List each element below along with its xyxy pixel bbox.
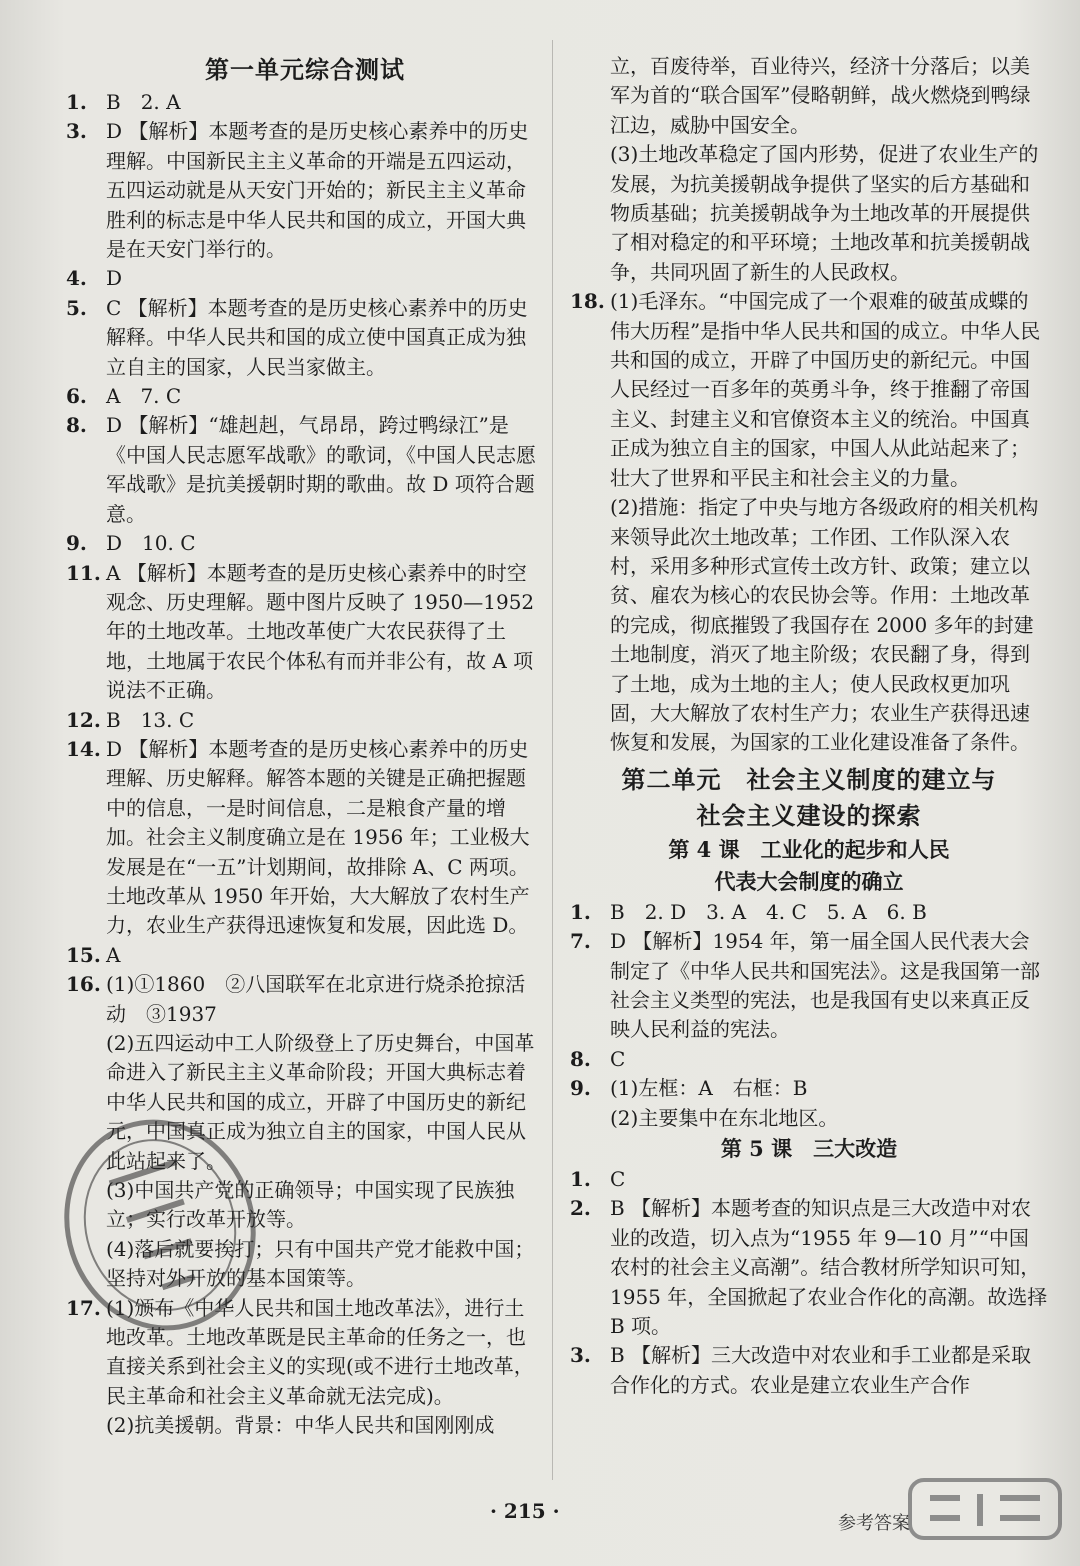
answer-text: (1)①1860 ②八国联军在北京进行烧杀抢掠活动 ③1937	[106, 972, 526, 1026]
lesson4-heading-line1: 第 4 课 工业化的起步和人民	[668, 836, 950, 862]
answer-text: C 【解析】本题考查的是历史核心素养中的历史解释。中华人民共和国的成立使中国真正成为独立自主的国家，人民当家做主。	[106, 295, 528, 379]
footer-label: 参考答案	[838, 1513, 910, 1534]
answer-item	[570, 1194, 1048, 1341]
answer-item	[66, 294, 544, 382]
q17-answer	[66, 1294, 544, 1412]
question-number: 3.	[570, 1343, 591, 1368]
continued-text: 立，百废待举，百业待兴，经济十分落后；以美军为首的“联合国军”侵略朝鲜，战火燃烧到鸭绿江边，威胁中国安全。	[610, 54, 1031, 137]
answer-text: B 13. C	[106, 707, 195, 732]
answer-item	[66, 382, 544, 411]
q18-sub-answer: (2)措施：指定了中央与地方各级政府的相关机构来领导此次土地改革；工作团、工作队深入农村，采用多种形式宣传土改方针、政策；建立以贫、雇农为核心的农民协会等。作用：土地改革的完成，彻底摧毁了我国存在 2000 多年的封建土地制度，消灭了地主阶级；农民翻了身，得到了土地，成为土地的主人；使人民政权更加巩固，大大解放了农村生产力；农业生产获得迅速恢复和发展，为国家的工业化建设准备了条件。	[610, 495, 1039, 755]
answer-item	[66, 117, 544, 264]
question-number: 12.	[66, 707, 101, 732]
question-number: 15.	[66, 942, 101, 967]
question-number: 4.	[66, 266, 87, 291]
answer-text: (1)毛泽东。“中国完成了一个艰难的破茧成蝶的伟大历程”是指中华人民共和国的成立。中华人民共和国的成立，开辟了中国历史的新纪元。中国人民经过一百多年的英勇斗争，终于推翻了帝国主义、封建主义和官僚资本主义的统治。中国真正成为独立自主的国家，中国人从此站起来了；壮大了世界和平民主和社会主义的力量。	[610, 289, 1041, 490]
answer-text: D 【解析】本题考查的是历史核心素养中的历史理解。中国新民主主义革命的开端是五四运动，五四运动就是从天安门开始的；新民主主义革命胜利的标志是中华人民共和国的成立，开国大典是在天安门举行的。	[106, 119, 529, 262]
answer-item	[570, 898, 1048, 927]
answer-item	[66, 264, 544, 293]
answer-item	[66, 706, 544, 735]
lesson4-answer-list	[570, 898, 1048, 1104]
answer-text: A	[106, 942, 121, 967]
answer-text: C	[610, 1167, 626, 1191]
watermark-logo-icon	[900, 1470, 1070, 1560]
unit2-heading-line1: 第二单元 社会主义制度的建立与	[621, 764, 997, 794]
question-number: 1.	[570, 899, 591, 924]
answer-item	[570, 1341, 1048, 1400]
answer-item	[570, 927, 1048, 1045]
answer-text: B 2. A	[106, 90, 181, 114]
q17-continued	[570, 52, 1048, 287]
lesson4-heading-line2: 代表大会制度的确立	[714, 868, 904, 894]
lesson5-answer-list	[570, 1165, 1048, 1400]
answer-text: D 10. C	[106, 531, 196, 556]
answer-item	[66, 941, 544, 970]
answer-text: B 【解析】本题考查的知识点是三大改造中对农业的改造，切入点为“1955 年 9—10 月”“中国农村的社会主义高潮”。结合教材所学知识可知，1955 年，全国掀起了农业合作化的高潮。故选择 B 项。	[610, 1196, 1048, 1339]
unit2-heading-line2: 社会主义建设的探索	[696, 800, 922, 830]
answer-text: B 【解析】三大改造中对农业和手工业都是采取合作化的方式。农业是建立农业生产合作	[610, 1343, 1032, 1397]
answer-text: D 【解析】“雄赳赳，气昂昂，跨过鸭绿江”是《中国人民志愿军战歌》的歌词，《中国人民志愿军战歌》是抗美援朝时期的歌曲。故 D 项符合题意。	[106, 413, 536, 526]
question-number: 2.	[570, 1196, 591, 1221]
question-number: 3.	[66, 119, 87, 144]
l4-q9-sub-answer: (2)主要集中在东北地区。	[610, 1105, 839, 1130]
question-number: 16.	[66, 972, 101, 997]
question-number: 9.	[570, 1076, 591, 1101]
sub-answer: (2)五四运动中工人阶级登上了历史舞台，中国革命进入了新民主主义革命阶段；开国大典标志着中华人民共和国的成立，开辟了中国历史的新纪元，中国真正成为独立自主的国家，中国人民从此站起来了。	[106, 1031, 535, 1173]
sub-answer: (3)中国共产党的正确领导；中国实现了民族独立；实行改革开放等。	[106, 1178, 515, 1232]
question-number: 9.	[66, 531, 87, 556]
left-column	[66, 52, 544, 1441]
question-number: 17.	[66, 1295, 101, 1320]
answer-text: A 7. C	[106, 384, 182, 409]
right-column	[570, 52, 1048, 1400]
question-number: 8.	[570, 1046, 591, 1071]
question-number: 11.	[66, 560, 101, 585]
q17-sub-answer: (2)抗美援朝。背景：中华人民共和国刚刚成	[106, 1413, 495, 1438]
answer-item	[66, 559, 544, 706]
answer-item	[66, 970, 544, 1029]
question-number: 6.	[66, 384, 87, 409]
answer-text: D	[106, 266, 123, 291]
answer-text: B 2. D 3. A 4. C 5. A 6. B	[610, 899, 927, 924]
question-number: 18.	[570, 289, 605, 314]
page-number: · 215 ·	[490, 1499, 560, 1523]
answer-item	[570, 1074, 1048, 1103]
unit1-test-heading: 第一单元综合测试	[205, 55, 405, 84]
answer-item	[66, 411, 544, 529]
unit1-answer-list	[66, 88, 544, 1029]
question-number: 1.	[570, 1167, 591, 1191]
answer-text: C	[610, 1046, 626, 1071]
answer-item	[66, 88, 544, 117]
question-number: 14.	[66, 736, 101, 761]
answer-text: (1)颁布《中华人民共和国土地改革法》，进行土地改革。土地改革既是民主革命的任务之一，也直接关系到社会主义的实现(或不进行土地改革，民主革命和社会主义革命就无法完成)。	[106, 1295, 534, 1408]
question-number: 1.	[66, 90, 87, 114]
answer-item	[570, 1045, 1048, 1074]
lesson5-heading: 第 5 课 三大改造	[720, 1136, 898, 1161]
q16-sub-answers	[66, 1029, 544, 1294]
answer-item	[570, 1165, 1048, 1194]
question-number: 5.	[66, 295, 87, 320]
question-number: 7.	[570, 929, 591, 954]
continued-text: (3)土地改革稳定了国内形势，促进了农业生产的发展，为抗美援朝战争提供了坚实的后方基础和物质基础；抗美援朝战争为土地改革的开展提供了相对稳定的和平环境；土地改革和抗美援朝战争，共同巩固了新生的人民政权。	[610, 142, 1039, 284]
question-number: 8.	[66, 413, 87, 438]
answer-text: A 【解析】本题考查的是历史核心素养中的时空观念、历史理解。题中图片反映了 1950—1952 年的土地改革。土地改革使广大农民获得了土地，土地属于农民个体私有而并非公有，故 A 项说法不正确。	[106, 560, 535, 703]
answer-text: (1)左框：A 右框：B	[610, 1076, 808, 1101]
answer-item	[66, 529, 544, 558]
column-divider	[552, 40, 553, 1480]
answer-text: D 【解析】1954 年，第一届全国人民代表大会制定了《中华人民共和国宪法》。这是我国第一部社会主义类型的宪法，也是我国有史以来真正反映人民利益的宪法。	[610, 929, 1040, 1042]
answer-text: D 【解析】本题考查的是历史核心素养中的历史理解、历史解释。解答本题的关键是正确把握题中的信息，一是时间信息，二是粮食产量的增加。社会主义制度确立是在 1956 年；工业极大发展是在“一五”计划期间，故排除 A、C 两项。土地改革从 1950 年开始，大大解放了农村生产力，农业生产获得迅速恢复和发展，因此选 D。	[106, 736, 530, 938]
q18-answer	[570, 287, 1048, 493]
sub-answer: (4)落后就要挨打；只有中国共产党才能救中国；坚持对外开放的基本国策等。	[106, 1236, 535, 1291]
answer-item	[66, 735, 544, 941]
